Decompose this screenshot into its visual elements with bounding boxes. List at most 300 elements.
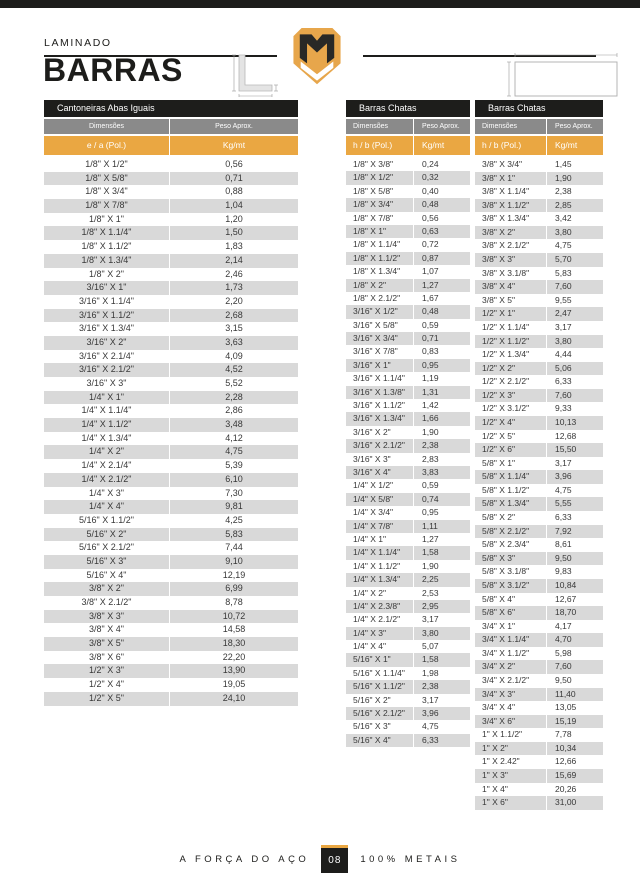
weight-cell: 3,80 bbox=[555, 335, 572, 346]
dimension-cell: 3/8" X 2.1/2" bbox=[475, 239, 547, 253]
table-row bbox=[44, 623, 298, 637]
table-row bbox=[475, 511, 603, 525]
table-row bbox=[44, 377, 298, 391]
dimension-cell: 3/8" X 3" bbox=[475, 253, 547, 267]
table-row bbox=[44, 514, 298, 528]
table-row bbox=[475, 769, 603, 783]
weight-cell: 18,70 bbox=[555, 607, 577, 618]
weight-cell: 1,98 bbox=[422, 667, 439, 678]
table-row bbox=[346, 198, 470, 211]
dimension-cell: 3/16" X 1.3/8" bbox=[346, 386, 414, 399]
dimension-cell: 3/16" X 4" bbox=[346, 466, 414, 479]
dimension-cell: 1/2" X 4" bbox=[475, 416, 547, 430]
table-row bbox=[44, 363, 298, 377]
dimension-cell: 1/4" X 2" bbox=[44, 445, 170, 459]
dimension-cell: 1/8" X 3/4" bbox=[44, 185, 170, 199]
dimension-cell: 1/4" X 1.1/4" bbox=[44, 404, 170, 418]
weight-cell: 12,67 bbox=[555, 593, 577, 604]
table-row bbox=[346, 520, 470, 533]
dimension-cell: 3/16" X 1.1/2" bbox=[44, 309, 170, 323]
table-row bbox=[44, 418, 298, 432]
table-row bbox=[44, 487, 298, 501]
table-row bbox=[346, 600, 470, 613]
weight-cell: 12,68 bbox=[555, 430, 577, 441]
table-row bbox=[346, 305, 470, 318]
weight-cell: 0,40 bbox=[422, 185, 439, 196]
angle-profile-icon bbox=[226, 53, 278, 102]
dimension-cell: 5/16" X 1" bbox=[346, 653, 414, 666]
table-row bbox=[346, 185, 470, 198]
dimension-cell: 3/16" X 3" bbox=[346, 453, 414, 466]
table-row bbox=[475, 402, 603, 416]
table-row bbox=[475, 647, 603, 661]
table-row bbox=[475, 185, 603, 199]
dimension-cell: 5/16" X 3" bbox=[346, 720, 414, 733]
dimension-cell: 3/16" X 1.3/4" bbox=[44, 322, 170, 336]
table-row bbox=[44, 391, 298, 405]
table-row bbox=[44, 226, 298, 240]
dimension-cell: 1/2" X 3.1/2" bbox=[475, 402, 547, 416]
dimension-cell: 1/2" X 1" bbox=[475, 307, 547, 321]
dimension-cell: 1/2" X 5" bbox=[44, 692, 170, 706]
weight-cell: 18,30 bbox=[222, 638, 246, 649]
dimension-cell: 5/16" X 2" bbox=[44, 528, 170, 542]
weight-cell: 0,48 bbox=[422, 306, 439, 317]
table-row bbox=[475, 158, 603, 172]
weight-cell: 0,71 bbox=[225, 172, 243, 183]
weight-cell: 2,38 bbox=[555, 186, 572, 197]
weight-cell: 2,47 bbox=[555, 308, 572, 319]
weight-cell: 1,83 bbox=[225, 241, 243, 252]
table-row bbox=[475, 226, 603, 240]
dimension-cell: 3/16" X 1.1/4" bbox=[346, 372, 414, 385]
weight-unit: Kg/mt bbox=[555, 140, 578, 150]
table-row bbox=[475, 565, 603, 579]
dimension-cell: 3/16" X 2.1/4" bbox=[44, 350, 170, 364]
dimension-cell: 1/4" X 1.3/4" bbox=[346, 573, 414, 586]
dimension-cell: 1/2" X 1.3/4" bbox=[475, 348, 547, 362]
weight-cell: 3,17 bbox=[555, 321, 572, 332]
table-row bbox=[44, 582, 298, 596]
dimension-cell: 1/8" X 7/8" bbox=[346, 212, 414, 225]
table-row bbox=[44, 637, 298, 651]
weight-cell: 4,12 bbox=[225, 432, 243, 443]
dimension-cell: 5/8" X 1.1/4" bbox=[475, 470, 547, 484]
dimension-cell: 1/4" X 2" bbox=[346, 587, 414, 600]
weight-cell: 3,96 bbox=[555, 471, 572, 482]
weight-cell: 1,90 bbox=[422, 560, 439, 571]
weight-cell: 0,88 bbox=[225, 186, 243, 197]
weight-cell: 24,10 bbox=[222, 692, 246, 703]
table-row bbox=[44, 459, 298, 473]
weight-cell: 0,32 bbox=[422, 172, 439, 183]
weight-cell: 22,20 bbox=[222, 651, 246, 662]
dimension-cell: 3/16" X 5/8" bbox=[346, 319, 414, 332]
dimension-cell: 1/4" X 4" bbox=[44, 500, 170, 514]
dimension-cell: 3/16" X 1.1/2" bbox=[346, 399, 414, 412]
table-row bbox=[346, 667, 470, 680]
table-subheader bbox=[346, 119, 470, 134]
weight-cell: 14,58 bbox=[222, 624, 246, 635]
weight-cell: 2,86 bbox=[225, 405, 243, 416]
weight-cell: 5,70 bbox=[555, 254, 572, 265]
dimension-cell: 3/16" X 1.3/4" bbox=[346, 412, 414, 425]
table-title: Barras Chatas bbox=[475, 100, 603, 117]
weight-cell: 2,83 bbox=[422, 453, 439, 464]
table-row bbox=[475, 457, 603, 471]
weight-cell: 3,96 bbox=[422, 708, 439, 719]
dimensions-header: Dimensões bbox=[475, 119, 547, 134]
weight-cell: 6,33 bbox=[555, 512, 572, 523]
dimension-cell: 1/8" X 1/2" bbox=[44, 158, 170, 172]
dimension-cell: 5/8" X 1" bbox=[475, 457, 547, 471]
weight-cell: 5,98 bbox=[555, 647, 572, 658]
table-row bbox=[475, 321, 603, 335]
table-subheader bbox=[44, 119, 298, 134]
weight-cell: 1,31 bbox=[422, 386, 439, 397]
dimension-cell: 1/4" X 2.1/2" bbox=[346, 613, 414, 626]
weight-cell: 9,10 bbox=[225, 555, 243, 566]
table-row bbox=[475, 593, 603, 607]
dimension-cell: 1/2" X 1.1/4" bbox=[475, 321, 547, 335]
weight-cell: 11,40 bbox=[555, 688, 576, 699]
weight-cell: 2,28 bbox=[225, 391, 243, 402]
weight-cell: 0,48 bbox=[422, 199, 439, 210]
table-row bbox=[44, 350, 298, 364]
table-title: Barras Chatas bbox=[346, 100, 470, 117]
weight-cell: 2,14 bbox=[225, 254, 243, 265]
dimension-cell: 3/8" X 4" bbox=[44, 623, 170, 637]
dimension-cell: 1/4" X 2.3/8" bbox=[346, 600, 414, 613]
table-row bbox=[475, 335, 603, 349]
weight-cell: 15,19 bbox=[555, 715, 577, 726]
table-row bbox=[346, 680, 470, 693]
table-row bbox=[346, 587, 470, 600]
weight-cell: 15,69 bbox=[555, 770, 577, 781]
weight-cell: 4,09 bbox=[225, 350, 243, 361]
table-row bbox=[44, 185, 298, 199]
dimension-cell: 3/8" X 1.3/4" bbox=[475, 212, 547, 226]
dimension-cell: 1" X 6" bbox=[475, 796, 547, 810]
dimension-cell: 1/4" X 1.1/2" bbox=[346, 560, 414, 573]
dimension-cell: 5/8" X 2.1/2" bbox=[475, 525, 547, 539]
table-row bbox=[475, 552, 603, 566]
dimension-cell: 5/16" X 1.1/2" bbox=[346, 680, 414, 693]
dimension-cell: 3/4" X 1.1/2" bbox=[475, 647, 547, 661]
weight-cell: 4,17 bbox=[555, 620, 572, 631]
weight-cell: 8,78 bbox=[225, 597, 243, 607]
dimension-cell: 3/16" X 2.1/2" bbox=[44, 363, 170, 377]
footer-slogan-right: 100% METAIS bbox=[360, 853, 461, 865]
weight-cell: 3,42 bbox=[555, 213, 572, 224]
dimension-cell: 1/8" X 1.1/2" bbox=[44, 240, 170, 254]
weight-cell: 0,83 bbox=[422, 346, 439, 357]
weight-cell: 4,44 bbox=[555, 349, 572, 360]
dimension-cell: 5/8" X 2.3/4" bbox=[475, 538, 547, 552]
weight-cell: 1,42 bbox=[422, 400, 439, 411]
weight-cell: 5,83 bbox=[555, 267, 572, 278]
table-row bbox=[44, 445, 298, 459]
table-row bbox=[346, 546, 470, 559]
table-row bbox=[44, 528, 298, 542]
table-row bbox=[346, 613, 470, 626]
dimension-cell: 3/8" X 2" bbox=[44, 582, 170, 596]
weight-cell: 9,50 bbox=[555, 674, 572, 685]
table-row bbox=[44, 596, 298, 610]
dimension-cell: 1/4" X 1" bbox=[346, 533, 414, 546]
table-row bbox=[475, 172, 603, 186]
weight-cell: 3,17 bbox=[422, 614, 439, 625]
dimension-cell: 1/8" X 3/4" bbox=[346, 198, 414, 211]
table-row bbox=[346, 533, 470, 546]
weight-header: Peso Aprox. bbox=[215, 123, 253, 130]
footer-slogan-left: A FORÇA DO AÇO bbox=[179, 853, 310, 865]
dimension-cell: 5/8" X 6" bbox=[475, 606, 547, 620]
weight-cell: 1,50 bbox=[225, 227, 243, 238]
table-row bbox=[475, 715, 603, 729]
dimension-cell: 1/2" X 3" bbox=[475, 389, 547, 403]
table-row bbox=[44, 432, 298, 446]
weight-cell: 0,59 bbox=[422, 480, 439, 491]
dimension-unit: h / b (Pol.) bbox=[475, 136, 547, 155]
dimension-cell: 1/2" X 2" bbox=[475, 362, 547, 376]
table-row bbox=[475, 755, 603, 769]
table-row bbox=[346, 279, 470, 292]
weight-cell: 12,66 bbox=[555, 756, 577, 767]
weight-cell: 9,83 bbox=[555, 566, 572, 577]
weight-cell: 0,95 bbox=[422, 359, 439, 370]
dimension-cell: 1/4" X 3" bbox=[44, 487, 170, 501]
dimension-cell: 1/8" X 1.1/4" bbox=[44, 226, 170, 240]
dimension-cell: 1/8" X 1.1/4" bbox=[346, 238, 414, 251]
table-row bbox=[44, 309, 298, 323]
weight-cell: 7,60 bbox=[555, 661, 572, 672]
table-row bbox=[475, 538, 603, 552]
dimension-cell: 5/8" X 1.1/2" bbox=[475, 484, 547, 498]
table-row bbox=[44, 692, 298, 706]
dimension-cell: 3/4" X 3" bbox=[475, 688, 547, 702]
weight-cell: 9,50 bbox=[555, 552, 572, 563]
weight-cell: 0,63 bbox=[422, 225, 439, 236]
table-row bbox=[475, 199, 603, 213]
weight-cell: 1,27 bbox=[422, 279, 439, 290]
weight-cell: 3,80 bbox=[555, 226, 572, 237]
table-row bbox=[475, 362, 603, 376]
weight-cell: 2,38 bbox=[422, 440, 439, 451]
table-row bbox=[44, 678, 298, 692]
weight-cell: 7,78 bbox=[555, 729, 572, 740]
table-row bbox=[346, 466, 470, 479]
table-row bbox=[346, 653, 470, 666]
category-label: LAMINADO bbox=[44, 37, 112, 49]
dimension-cell: 5/8" X 3.1/2" bbox=[475, 579, 547, 593]
dimension-cell: 3/4" X 2" bbox=[475, 660, 547, 674]
weight-cell: 5,39 bbox=[225, 460, 243, 471]
table-row bbox=[475, 579, 603, 593]
table-row bbox=[475, 389, 603, 403]
table-row bbox=[346, 238, 470, 251]
weight-cell: 6,10 bbox=[225, 473, 243, 484]
weight-unit: Kg/mt bbox=[422, 140, 445, 150]
weight-cell: 10,84 bbox=[555, 579, 577, 590]
dimension-cell: 3/4" X 1" bbox=[475, 620, 547, 634]
table-row bbox=[346, 426, 470, 439]
dimension-cell: 5/16" X 3" bbox=[44, 555, 170, 569]
table-row bbox=[475, 620, 603, 634]
dimension-cell: 3/4" X 4" bbox=[475, 701, 547, 715]
table-row bbox=[346, 359, 470, 372]
dimension-cell: 3/8" X 2.1/2" bbox=[44, 596, 170, 610]
weight-cell: 1,04 bbox=[225, 200, 243, 211]
dimension-cell: 1/8" X 1" bbox=[44, 213, 170, 227]
dimension-cell: 1/4" X 1" bbox=[44, 391, 170, 405]
dimension-cell: 5/16" X 2.1/2" bbox=[346, 707, 414, 720]
table-row bbox=[475, 796, 603, 810]
dimension-cell: 1/8" X 5/8" bbox=[44, 172, 170, 186]
dimension-cell: 3/16" X 2.1/2" bbox=[346, 439, 414, 452]
dimension-cell: 1/8" X 1.3/4" bbox=[346, 265, 414, 278]
weight-cell: 0,59 bbox=[422, 319, 439, 330]
dimension-cell: 3/8" X 3/4" bbox=[475, 158, 547, 172]
table-row bbox=[475, 294, 603, 308]
table-row bbox=[475, 525, 603, 539]
dimension-cell: 1/8" X 5/8" bbox=[346, 185, 414, 198]
weight-cell: 1,67 bbox=[422, 292, 439, 303]
dimension-cell: 1" X 4" bbox=[475, 783, 547, 797]
dimension-cell: 3/16" X 1.1/4" bbox=[44, 295, 170, 309]
table-row bbox=[346, 506, 470, 519]
weight-cell: 13,05 bbox=[555, 702, 577, 713]
table-row bbox=[475, 783, 603, 797]
dimension-cell: 1/8" X 1" bbox=[346, 225, 414, 238]
weight-unit: Kg/mt bbox=[222, 140, 246, 150]
table-body bbox=[44, 158, 298, 706]
table-row bbox=[346, 453, 470, 466]
dimension-cell: 3/16" X 1" bbox=[346, 359, 414, 372]
page-footer bbox=[0, 845, 640, 873]
table-row bbox=[346, 694, 470, 707]
weight-cell: 0,74 bbox=[422, 493, 439, 504]
table-row bbox=[44, 295, 298, 309]
table-row bbox=[475, 430, 603, 444]
table-row bbox=[475, 497, 603, 511]
table-unit-row bbox=[346, 136, 470, 155]
weight-cell: 4,75 bbox=[555, 240, 572, 251]
table-row bbox=[475, 253, 603, 267]
table-row bbox=[475, 443, 603, 457]
table-row bbox=[44, 240, 298, 254]
table-row bbox=[475, 633, 603, 647]
table-row bbox=[346, 399, 470, 412]
dimension-cell: 3/8" X 4" bbox=[475, 280, 547, 294]
table-row bbox=[346, 212, 470, 225]
table-row bbox=[346, 439, 470, 452]
weight-cell: 8,61 bbox=[555, 539, 572, 550]
table-row bbox=[346, 225, 470, 238]
table-row bbox=[346, 412, 470, 425]
dimension-cell: 3/4" X 1.1/4" bbox=[475, 633, 547, 647]
dimension-cell: 3/8" X 1.1/4" bbox=[475, 185, 547, 199]
dimension-cell: 1/4" X 3/4" bbox=[346, 506, 414, 519]
table-row bbox=[44, 158, 298, 172]
dimension-cell: 1/8" X 3/8" bbox=[346, 158, 414, 171]
table-row bbox=[346, 386, 470, 399]
weight-cell: 1,27 bbox=[422, 533, 439, 544]
weight-cell: 1,73 bbox=[225, 282, 243, 293]
dimension-cell: 3/8" X 6" bbox=[44, 651, 170, 665]
dimension-cell: 3/16" X 2" bbox=[44, 336, 170, 350]
weight-cell: 5,52 bbox=[225, 378, 243, 388]
weight-cell: 10,13 bbox=[555, 416, 577, 427]
dimension-cell: 1/8" X 1.1/2" bbox=[346, 252, 414, 265]
weight-cell: 2,85 bbox=[555, 199, 572, 210]
weight-cell: 5,83 bbox=[225, 528, 243, 539]
table-row bbox=[346, 265, 470, 278]
weight-cell: 3,48 bbox=[225, 419, 243, 430]
cantoneiras-table bbox=[44, 100, 298, 706]
table-row bbox=[475, 701, 603, 715]
weight-cell: 3,17 bbox=[422, 694, 439, 705]
weight-cell: 3,15 bbox=[225, 323, 243, 334]
weight-cell: 9,81 bbox=[225, 501, 243, 512]
dimension-cell: 3/8" X 3.1/8" bbox=[475, 267, 547, 281]
table-row bbox=[346, 319, 470, 332]
weight-cell: 19,05 bbox=[222, 679, 246, 690]
dimension-cell: 5/16" X 4" bbox=[346, 734, 414, 747]
table-row bbox=[44, 322, 298, 336]
table-row bbox=[44, 473, 298, 487]
dimension-cell: 3/8" X 2" bbox=[475, 226, 547, 240]
table-row bbox=[346, 560, 470, 573]
dimension-cell: 1/4" X 2.1/4" bbox=[44, 459, 170, 473]
barras-chatas-table-1 bbox=[346, 100, 470, 747]
page-title: BARRAS bbox=[43, 52, 183, 88]
dimension-cell: 5/16" X 4" bbox=[44, 569, 170, 583]
weight-cell: 10,72 bbox=[222, 610, 246, 621]
dimension-cell: 5/16" X 2.1/2" bbox=[44, 541, 170, 555]
dimension-cell: 1/4" X 2.1/2" bbox=[44, 473, 170, 487]
table-row bbox=[475, 660, 603, 674]
weight-cell: 7,60 bbox=[555, 281, 572, 292]
dimension-cell: 3/8" X 5" bbox=[475, 294, 547, 308]
table-row bbox=[346, 372, 470, 385]
dimension-cell: 3/16" X 1" bbox=[44, 281, 170, 295]
dimension-cell: 1/2" X 1.1/2" bbox=[475, 335, 547, 349]
dimension-cell: 3/16" X 1/2" bbox=[346, 305, 414, 318]
table-row bbox=[475, 606, 603, 620]
weight-cell: 2,25 bbox=[422, 574, 439, 585]
weight-cell: 13,90 bbox=[222, 665, 246, 676]
weight-cell: 0,56 bbox=[225, 159, 243, 169]
table-row bbox=[475, 348, 603, 362]
flat-bar-profile-icon bbox=[505, 50, 625, 105]
dimension-cell: 5/8" X 2" bbox=[475, 511, 547, 525]
dimension-cell: 1/4" X 7/8" bbox=[346, 520, 414, 533]
table-row bbox=[44, 555, 298, 569]
dimension-cell: 1/4" X 1.1/2" bbox=[44, 418, 170, 432]
dimension-unit: h / b (Pol.) bbox=[346, 136, 414, 155]
table-row bbox=[346, 171, 470, 184]
weight-cell: 9,55 bbox=[555, 294, 572, 305]
weight-cell: 7,44 bbox=[225, 542, 243, 553]
table-row bbox=[475, 416, 603, 430]
weight-cell: 5,07 bbox=[422, 641, 439, 652]
dimension-cell: 3/8" X 5" bbox=[44, 637, 170, 651]
table-row bbox=[44, 664, 298, 678]
weight-cell: 7,92 bbox=[555, 525, 572, 536]
weight-cell: 5,55 bbox=[555, 498, 572, 509]
weight-cell: 0,87 bbox=[422, 252, 439, 263]
